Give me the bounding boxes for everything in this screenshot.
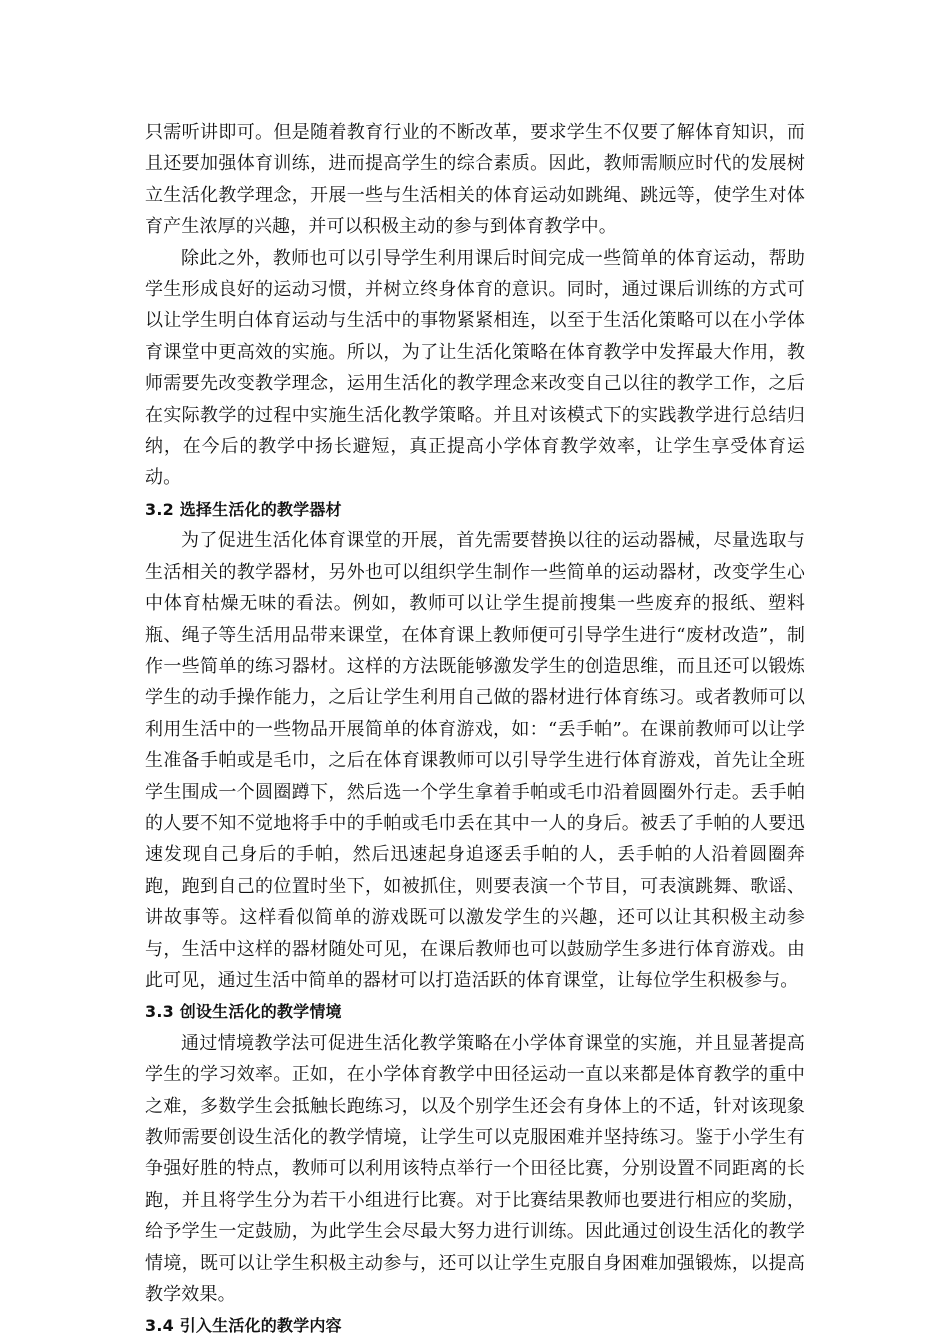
paragraph-teaching-situation: 通过情境教学法可促进生活化教学策略在小学体育课堂的实施，并且显著提高学生的学习效率。正如，在小学体育教学中田径运动一直以来都是体育教学的重中之难，多数学生会抵触长跑练习，以及个别学生还会有身体上的不适，针对该现象教师需要创设生活化的教学情境，让学生可以克服困难并坚持练习。鉴于小学生有争强好胜的特点，教师可以利用该特点举行一个田径比赛，分别设置不同距离的长跑，并且将学生分为若干小组进行比赛。对于比赛结果教师也要进行相应的奖励，给予学生一定鼓励，为此学生会尽最大努力进行训练。因此通过创设生活化的教学情境，既可以让学生积极主动参与，还可以让学生克服自身困难加强锻炼，以提高教学效果。: [145, 1032, 805, 1306]
section-heading-3-3: 3.3 创设生活化的教学情境: [145, 1002, 342, 1022]
paragraph-intro-continued: 只需听讲即可。但是随着教育行业的不断改革，要求学生不仅要了解体育知识，而且还要加强体育训练，进而提高学生的综合素质。因此，教师需顺应时代的发展树立生活化教学理念，开展一些与生活相关的体育运动如跳绳、跳远等，使学生对体育产生浓厚的兴趣，并可以积极主动的参与到体育教学中。: [145, 122, 805, 238]
document-body: [145, 117, 805, 1342]
section-heading-3-2: 3.2 选择生活化的教学器材: [145, 499, 342, 519]
section-heading-3-4: 3.4 引入生活化的教学内容: [145, 1316, 342, 1336]
paragraph-after-class-exercise: 除此之外，教师也可以引导学生利用课后时间完成一些简单的体育运动，帮助学生形成良好的运动习惯，并树立终身体育的意识。同时，通过课后训练的方式可以让学生明白体育运动与生活中的事物紧紧相连，以至于生活化策略可以在小学体育课堂中更高效的实施。所以，为了让生活化策略在体育教学中发挥最大作用，教师需要先改变教学理念，运用生活化的教学理念来改变自己以往的教学工作，之后在实际教学的过程中实施生活化教学策略。并且对该模式下的实践教学进行总结归纳，在今后的教学中扬长避短，真正提高小学体育教学效率，让学生享受体育运动。: [145, 247, 805, 489]
paragraph-teaching-equipment: 为了促进生活化体育课堂的开展，首先需要替换以往的运动器械，尽量选取与生活相关的教学器材，另外也可以组织学生制作一些简单的运动器材，改变学生心中体育枯燥无味的看法。例如，教师可以让学生提前搜集一些废弃的报纸、塑料瓶、绳子等生活用品带来课堂，在体育课上教师便可引导学生进行“废材改造”，制作一些简单的练习器材。这样的方法既能够激发学生的创造思维，而且还可以锻炼学生的动手操作能力，之后让学生利用自己做的器材进行体育练习。或者教师可以利用生活中的一些物品开展简单的体育游戏，如：“丢手帕”。在课前教师可以让学生准备手帕或是毛巾，之后在体育课教师可以引导学生进行体育游戏，首先让全班学生围成一个圆圈蹲下，然后选一个学生拿着手帕或毛巾沿着圆圈外行走。丢手帕的人要不知不觉地将手中的手帕或毛巾丢在其中一人的身后。被丢了手帕的人要迅速发现自己身后的手帕，然后迅速起身追逐丢手帕的人，丢手帕的人沿着圆圈奔跑，跑到自己的位置时坐下，如被抓住，则要表演一个节目，可表演跳舞、歌谣、讲故事等。这样看似简单的游戏既可以激发学生的兴趣，还可以让其积极主动参与，生活中这样的器材随处可见，在课后教师也可以鼓励学生多进行体育游戏。由此可见，通过生活中简单的器材可以打造活跃的体育课堂，让每位学生积极参与。: [145, 530, 805, 991]
